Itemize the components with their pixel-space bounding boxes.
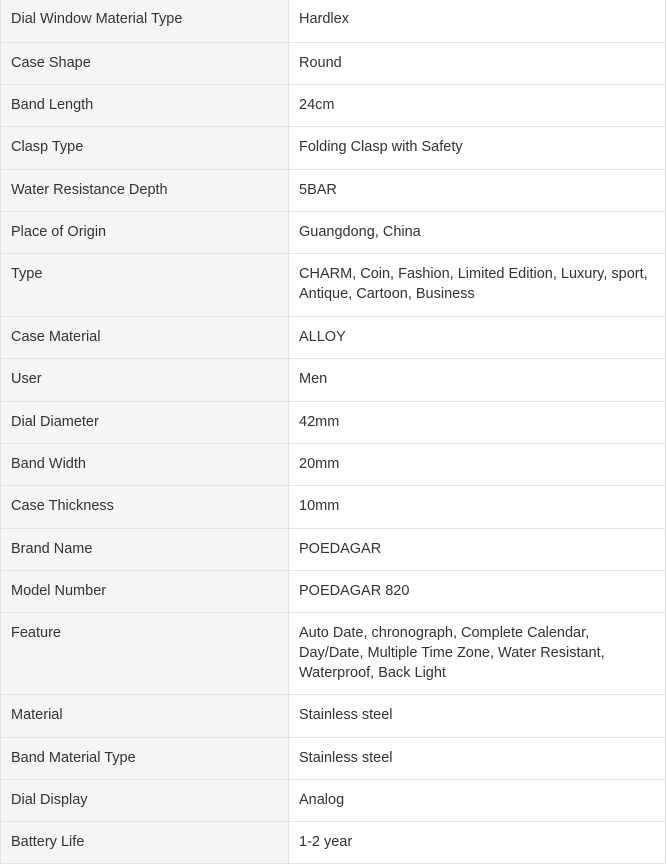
table-row <box>1 571 666 613</box>
table-row <box>1 529 666 571</box>
spec-value: POEDAGAR 820 <box>289 571 666 613</box>
table-row <box>1 0 666 43</box>
spec-label: Type <box>1 254 289 317</box>
spec-label: Dial Display <box>1 780 289 822</box>
spec-label: User <box>1 359 289 402</box>
spec-value: Stainless steel <box>289 738 666 780</box>
spec-value: CHARM, Coin, Fashion, Limited Edition, Luxury, sport, Antique, Cartoon, Business <box>289 254 666 317</box>
spec-value: POEDAGAR <box>289 529 666 571</box>
spec-label: Case Material <box>1 317 289 359</box>
spec-value: 10mm <box>289 486 666 529</box>
spec-label: Water Resistance Depth <box>1 170 289 212</box>
table-row <box>1 695 666 738</box>
spec-value: Round <box>289 43 666 85</box>
spec-label: Model Number <box>1 571 289 613</box>
spec-value: Hardlex <box>289 0 666 43</box>
table-row <box>1 254 666 317</box>
table-row <box>1 486 666 529</box>
spec-value: 24cm <box>289 85 666 127</box>
table-row <box>1 43 666 85</box>
table-row <box>1 359 666 402</box>
table-row <box>1 822 666 864</box>
table-row <box>1 317 666 359</box>
spec-value: Stainless steel <box>289 695 666 738</box>
spec-label: Case Shape <box>1 43 289 85</box>
spec-value: 1-2 year <box>289 822 666 864</box>
spec-label: Clasp Type <box>1 127 289 170</box>
spec-label: Band Length <box>1 85 289 127</box>
spec-value: 5BAR <box>289 170 666 212</box>
table-row <box>1 127 666 170</box>
spec-label: Band Material Type <box>1 738 289 780</box>
spec-value: Analog <box>289 780 666 822</box>
spec-label: Place of Origin <box>1 212 289 254</box>
table-row <box>1 613 666 695</box>
spec-value: Men <box>289 359 666 402</box>
table-row <box>1 85 666 127</box>
spec-value: 42mm <box>289 402 666 444</box>
spec-label: Material <box>1 695 289 738</box>
spec-label: Case Thickness <box>1 486 289 529</box>
table-row <box>1 444 666 486</box>
spec-label: Feature <box>1 613 289 695</box>
table-row <box>1 170 666 212</box>
spec-value: Guangdong, China <box>289 212 666 254</box>
spec-value: Folding Clasp with Safety <box>289 127 666 170</box>
spec-value: ALLOY <box>289 317 666 359</box>
spec-label: Battery Life <box>1 822 289 864</box>
table-row <box>1 402 666 444</box>
table-row <box>1 780 666 822</box>
table-row <box>1 738 666 780</box>
spec-label: Band Width <box>1 444 289 486</box>
spec-value: Auto Date, chronograph, Complete Calendar, Day/Date, Multiple Time Zone, Water Resistant, Waterproof, Back Light <box>289 613 666 695</box>
spec-label: Dial Diameter <box>1 402 289 444</box>
spec-value: 20mm <box>289 444 666 486</box>
table-row <box>1 212 666 254</box>
spec-label: Dial Window Material Type <box>1 0 289 43</box>
spec-label: Brand Name <box>1 529 289 571</box>
